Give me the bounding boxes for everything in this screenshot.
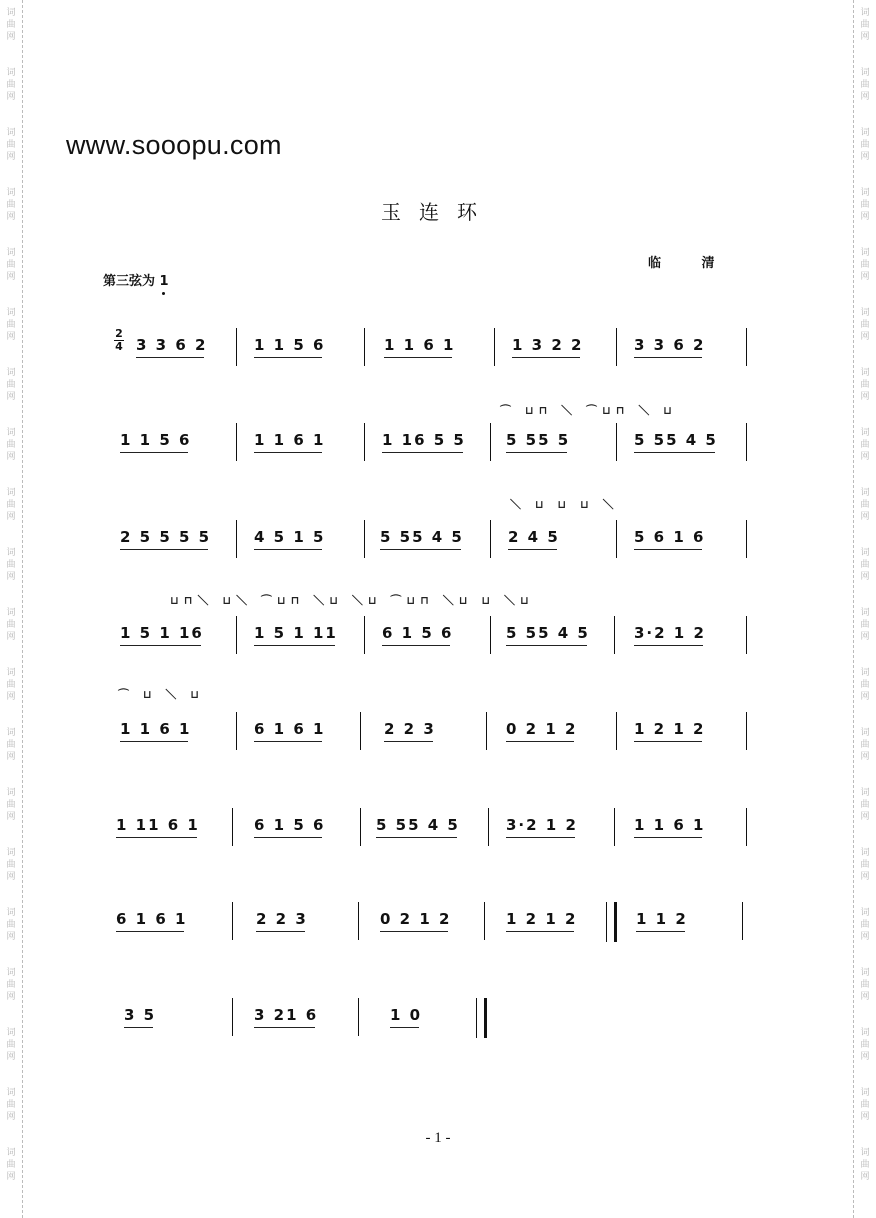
barline <box>358 998 359 1036</box>
measure: 1 5 1 11 <box>254 624 338 642</box>
watermark-glyph: 网 <box>6 812 16 822</box>
watermark-glyph: 词 <box>860 1148 870 1158</box>
measure: 1 2 1 2 <box>634 720 706 738</box>
barline <box>486 712 487 750</box>
time-signature-bottom: 4 <box>115 340 123 353</box>
watermark-glyph: 词 <box>860 368 870 378</box>
measure: 5 55 4 5 <box>634 431 718 449</box>
score-row-8 <box>114 998 754 1048</box>
measure: 0 2 1 2 <box>380 910 452 928</box>
measure: 6 1 5 6 <box>382 624 454 642</box>
watermark-glyph: 网 <box>6 572 16 582</box>
watermark-glyph: 词 <box>860 8 870 18</box>
measure: 1 0 <box>390 1006 423 1024</box>
measure: 1 1 6 1 <box>384 336 456 354</box>
barline <box>360 712 361 750</box>
watermark-glyph: 网 <box>6 512 16 522</box>
watermark-glyph: 词 <box>860 908 870 918</box>
barline <box>232 808 233 846</box>
watermark-glyph: 曲 <box>860 620 870 630</box>
watermark-glyph: 词 <box>6 1148 16 1158</box>
measure: 5 55 5 <box>506 431 571 449</box>
watermark-glyph: 网 <box>860 632 870 642</box>
final-barline <box>476 998 487 1038</box>
watermark-glyph: 网 <box>6 452 16 462</box>
watermark-glyph: 词 <box>860 188 870 198</box>
left-margin <box>0 0 23 1218</box>
barline <box>614 808 615 846</box>
barline <box>746 328 747 366</box>
bowing-marks: ＼ ⊔ ⊔ ⊔ ＼ <box>510 498 619 511</box>
bowing-marks: ⌒ ⊔ ＼ ⊔ <box>118 688 204 701</box>
measure: 1 1 6 1 <box>634 816 706 834</box>
watermark-glyph: 网 <box>6 752 16 762</box>
watermark-glyph: 网 <box>860 932 870 942</box>
watermark-glyph: 词 <box>860 608 870 618</box>
watermark-glyph: 网 <box>860 392 870 402</box>
bowing-marks: ⊔⊓＼ ⊔＼ ⌒⊔⊓ ＼⊔ ＼⊔ ⌒⊔⊓ ＼⊔ ⊔ ＼⊔ <box>170 594 534 607</box>
watermark-glyph: 曲 <box>860 200 870 210</box>
watermark-glyph: 曲 <box>860 920 870 930</box>
measure: 1 5 1 16 <box>120 624 204 642</box>
watermark-glyph: 网 <box>860 272 870 282</box>
watermark-glyph: 词 <box>6 668 16 678</box>
watermark-glyph: 词 <box>860 668 870 678</box>
barline <box>488 808 489 846</box>
measure: 3 5 <box>124 1006 157 1024</box>
barline <box>364 328 365 366</box>
watermark-glyph: 词 <box>860 1028 870 1038</box>
measure: 6 1 6 1 <box>116 910 188 928</box>
watermark-glyph: 词 <box>6 68 16 78</box>
watermark-glyph: 网 <box>6 1052 16 1062</box>
watermark-glyph: 网 <box>6 1172 16 1182</box>
tuning-text: 第三弦为 1 <box>103 274 169 289</box>
watermark-glyph: 曲 <box>6 380 16 390</box>
watermark-glyph: 词 <box>860 488 870 498</box>
watermark-glyph: 网 <box>860 512 870 522</box>
barline <box>494 328 495 366</box>
watermark-glyph: 曲 <box>860 800 870 810</box>
barline <box>746 712 747 750</box>
watermark-glyph: 网 <box>860 752 870 762</box>
measure: 1 1 6 1 <box>120 720 192 738</box>
watermark-glyph: 词 <box>6 248 16 258</box>
watermark-glyph: 词 <box>860 308 870 318</box>
watermark-glyph: 词 <box>860 788 870 798</box>
watermark-glyph: 词 <box>860 428 870 438</box>
right-margin <box>853 0 876 1218</box>
watermark-glyph: 网 <box>860 572 870 582</box>
measure: 5 55 4 5 <box>380 528 464 546</box>
barline <box>490 520 491 558</box>
watermark-glyph: 词 <box>6 8 16 18</box>
barline <box>616 423 617 461</box>
watermark-glyph: 曲 <box>6 500 16 510</box>
watermark-glyph: 网 <box>860 332 870 342</box>
measure: 2 2 3 <box>256 910 308 928</box>
time-signature-top: 2 <box>115 327 123 340</box>
watermark-glyph: 词 <box>6 548 16 558</box>
watermark-glyph: 网 <box>860 812 870 822</box>
measure: 3 3 6 2 <box>136 336 208 354</box>
barline <box>232 902 233 940</box>
page-title: 玉连环 <box>381 200 495 224</box>
watermark-glyph: 网 <box>6 392 16 402</box>
watermark-glyph: 网 <box>6 32 16 42</box>
watermark-glyph: 曲 <box>860 500 870 510</box>
watermark-glyph: 网 <box>6 872 16 882</box>
measure: 5 55 4 5 <box>376 816 460 834</box>
bowing-marks: ⌒ ⊔⊓ ＼ ⌒⊔⊓ ＼ ⊔ <box>500 404 677 417</box>
watermark-glyph: 曲 <box>860 980 870 990</box>
watermark-glyph: 曲 <box>6 860 16 870</box>
watermark-glyph: 网 <box>860 92 870 102</box>
barline <box>616 520 617 558</box>
watermark-glyph: 曲 <box>860 680 870 690</box>
measure: 3·2 1 2 <box>506 816 578 834</box>
watermark-glyph: 词 <box>6 788 16 798</box>
watermark-glyph: 曲 <box>860 80 870 90</box>
watermark-glyph: 词 <box>860 1088 870 1098</box>
watermark-glyph: 曲 <box>6 140 16 150</box>
watermark-glyph: 网 <box>860 872 870 882</box>
watermark-glyph: 网 <box>6 1112 16 1122</box>
measure: 3·2 1 2 <box>634 624 706 642</box>
watermark-glyph: 词 <box>860 128 870 138</box>
watermark-glyph: 曲 <box>860 380 870 390</box>
watermark-glyph: 曲 <box>860 1100 870 1110</box>
watermark-glyph: 网 <box>860 692 870 702</box>
composer-credit: 临 清 <box>648 256 733 271</box>
measure: 1 1 5 6 <box>254 336 326 354</box>
watermark-glyph: 曲 <box>860 20 870 30</box>
watermark-glyph: 词 <box>6 908 16 918</box>
site-watermark: www.sooopu.com <box>66 130 282 160</box>
watermark-glyph: 网 <box>6 92 16 102</box>
time-signature <box>114 328 124 353</box>
measure: 1 2 1 2 <box>506 910 578 928</box>
watermark-glyph: 网 <box>6 932 16 942</box>
watermark-glyph: 曲 <box>6 20 16 30</box>
watermark-glyph: 曲 <box>6 800 16 810</box>
score-row-6 <box>114 808 754 858</box>
barline <box>364 520 365 558</box>
watermark-glyph: 词 <box>860 548 870 558</box>
watermark-glyph: 词 <box>860 248 870 258</box>
measure: 5 6 1 6 <box>634 528 706 546</box>
watermark-glyph: 曲 <box>860 320 870 330</box>
watermark-glyph: 网 <box>860 1112 870 1122</box>
watermark-glyph: 曲 <box>860 440 870 450</box>
watermark-glyph: 曲 <box>6 320 16 330</box>
watermark-glyph: 曲 <box>6 740 16 750</box>
watermark-glyph: 词 <box>6 728 16 738</box>
watermark-glyph: 曲 <box>6 560 16 570</box>
measure: 6 1 5 6 <box>254 816 326 834</box>
barline <box>364 423 365 461</box>
measure: 5 55 4 5 <box>506 624 590 642</box>
watermark-glyph: 曲 <box>860 740 870 750</box>
watermark-glyph: 词 <box>6 428 16 438</box>
watermark-glyph: 网 <box>6 212 16 222</box>
score-row-5 <box>114 712 754 762</box>
measure: 1 11 6 1 <box>116 816 200 834</box>
score-row-4 <box>114 616 754 666</box>
watermark-glyph: 词 <box>6 188 16 198</box>
barline <box>236 423 237 461</box>
watermark-glyph: 网 <box>860 1172 870 1182</box>
watermark-glyph: 网 <box>6 332 16 342</box>
watermark-glyph: 网 <box>860 152 870 162</box>
barline <box>746 808 747 846</box>
watermark-glyph: 网 <box>860 992 870 1002</box>
watermark-glyph: 曲 <box>6 1160 16 1170</box>
measure: 1 1 5 6 <box>120 431 192 449</box>
watermark-glyph: 曲 <box>6 1040 16 1050</box>
barline <box>746 423 747 461</box>
measure: 4 5 1 5 <box>254 528 326 546</box>
watermark-glyph: 曲 <box>6 680 16 690</box>
watermark-glyph: 曲 <box>860 260 870 270</box>
watermark-glyph: 词 <box>6 1088 16 1098</box>
measure: 2 4 5 <box>508 528 560 546</box>
watermark-glyph: 词 <box>860 68 870 78</box>
barline <box>236 520 237 558</box>
score-row-2 <box>114 423 754 473</box>
watermark-glyph: 词 <box>860 728 870 738</box>
barline <box>360 808 361 846</box>
watermark-glyph: 曲 <box>860 140 870 150</box>
watermark-glyph: 曲 <box>860 560 870 570</box>
watermark-glyph: 网 <box>6 692 16 702</box>
barline <box>490 423 491 461</box>
score-row-3 <box>114 520 754 570</box>
watermark-glyph: 词 <box>6 128 16 138</box>
barline <box>742 902 743 940</box>
measure: 3 3 6 2 <box>634 336 706 354</box>
watermark-glyph: 词 <box>6 308 16 318</box>
watermark-glyph: 曲 <box>860 1160 870 1170</box>
watermark-glyph: 曲 <box>6 80 16 90</box>
watermark-glyph: 网 <box>6 152 16 162</box>
barline <box>232 998 233 1036</box>
watermark-glyph: 曲 <box>860 1040 870 1050</box>
watermark-glyph: 曲 <box>6 920 16 930</box>
measure: 1 1 6 1 <box>254 431 326 449</box>
barline <box>358 902 359 940</box>
watermark-glyph: 词 <box>6 608 16 618</box>
watermark-glyph: 网 <box>860 452 870 462</box>
barline <box>236 712 237 750</box>
barline <box>746 616 747 654</box>
watermark-glyph: 网 <box>6 632 16 642</box>
watermark-glyph: 曲 <box>6 200 16 210</box>
watermark-glyph: 网 <box>6 992 16 1002</box>
watermark-glyph: 曲 <box>6 260 16 270</box>
barline <box>616 328 617 366</box>
measure: 2 2 3 <box>384 720 436 738</box>
barline <box>616 712 617 750</box>
measure: 1 16 5 5 <box>382 431 466 449</box>
score-row-1 <box>114 328 754 378</box>
measure: 0 2 1 2 <box>506 720 578 738</box>
watermark-glyph: 曲 <box>6 1100 16 1110</box>
watermark-glyph: 词 <box>6 1028 16 1038</box>
watermark-glyph: 词 <box>6 968 16 978</box>
barline <box>614 616 615 654</box>
page-number: - 1 - <box>425 1130 451 1146</box>
low-octave-dot <box>162 292 165 295</box>
measure: 2 5 5 5 5 <box>120 528 212 546</box>
measure: 1 1 2 <box>636 910 688 928</box>
measure: 6 1 6 1 <box>254 720 326 738</box>
watermark-glyph: 网 <box>860 212 870 222</box>
barline <box>490 616 491 654</box>
score-row-7 <box>114 902 754 952</box>
watermark-glyph: 词 <box>6 848 16 858</box>
watermark-glyph: 网 <box>860 32 870 42</box>
watermark-glyph: 词 <box>6 368 16 378</box>
watermark-glyph: 曲 <box>6 620 16 630</box>
tuning-note <box>103 270 172 289</box>
measure: 1 3 2 2 <box>512 336 584 354</box>
measure: 3 21 6 <box>254 1006 319 1024</box>
barline <box>746 520 747 558</box>
repeat-barline <box>606 902 617 942</box>
watermark-glyph: 曲 <box>6 980 16 990</box>
watermark-glyph: 网 <box>860 1052 870 1062</box>
barline <box>484 902 485 940</box>
barline <box>236 328 237 366</box>
watermark-glyph: 网 <box>6 272 16 282</box>
barline <box>236 616 237 654</box>
barline <box>364 616 365 654</box>
watermark-glyph: 词 <box>860 848 870 858</box>
watermark-glyph: 曲 <box>6 440 16 450</box>
watermark-glyph: 词 <box>860 968 870 978</box>
watermark-glyph: 词 <box>6 488 16 498</box>
watermark-glyph: 曲 <box>860 860 870 870</box>
